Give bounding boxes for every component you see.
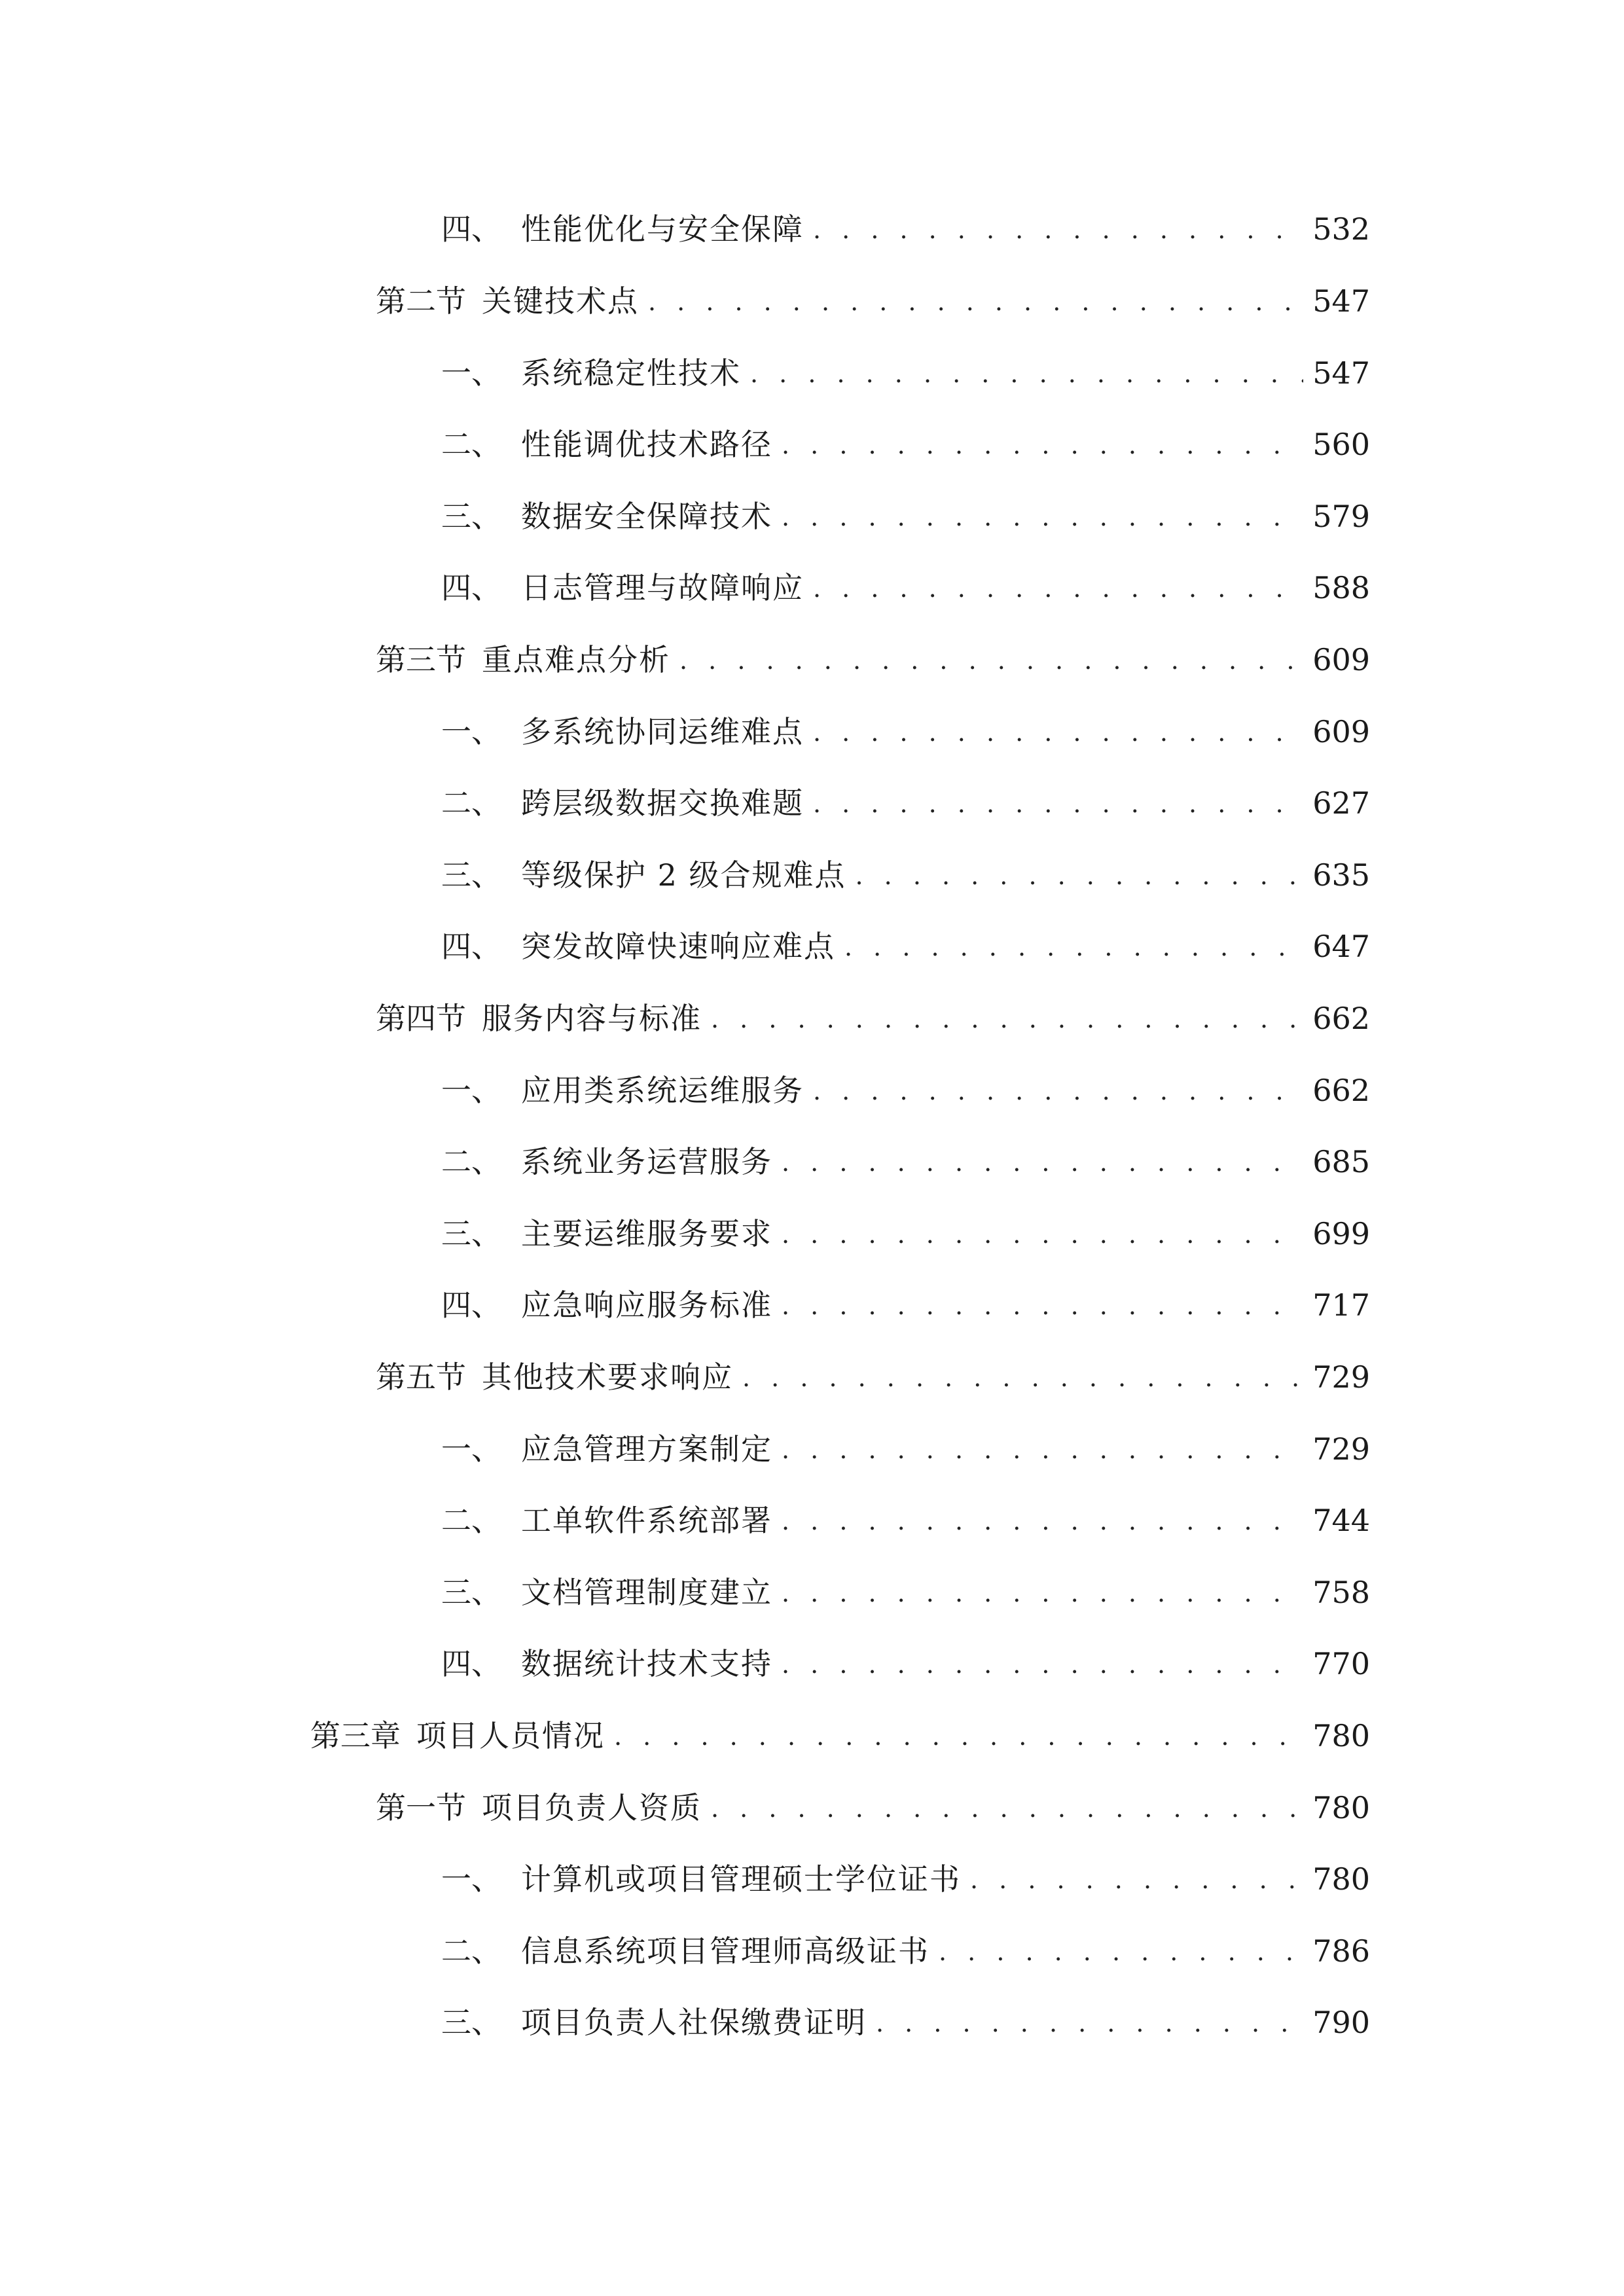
toc-entry-page: 786 bbox=[1312, 1933, 1370, 1969]
toc-entry-title: 计算机或项目管理硕士学位证书 bbox=[521, 1861, 961, 1897]
toc-entry[interactable] bbox=[441, 554, 1370, 606]
toc-entry-page: 685 bbox=[1312, 1143, 1370, 1179]
toc-entry-title: 项目人员情况 bbox=[416, 1717, 605, 1753]
toc-dot-leader bbox=[844, 930, 1303, 965]
toc-dot-leader bbox=[813, 787, 1303, 821]
toc-entry-number: 第一节 bbox=[376, 1789, 466, 1825]
toc-entry-title: 突发故障快速响应难点 bbox=[521, 928, 835, 964]
toc-entry-title: 跨层级数据交换难题 bbox=[521, 785, 804, 821]
toc-entry[interactable] bbox=[310, 1702, 1370, 1754]
toc-entry[interactable] bbox=[376, 267, 1370, 319]
toc-entry-title: 项目负责人资质 bbox=[482, 1789, 702, 1825]
toc-entry-title: 日志管理与故障响应 bbox=[521, 569, 804, 605]
toc-entry-page: 770 bbox=[1312, 1645, 1370, 1681]
toc-entry-number: 第二节 bbox=[376, 283, 466, 319]
toc-entry-page: 547 bbox=[1312, 283, 1370, 319]
toc-entry-page: 588 bbox=[1312, 569, 1370, 605]
toc-entry-title: 系统业务运营服务 bbox=[521, 1143, 772, 1179]
toc-dot-leader bbox=[813, 1074, 1303, 1109]
toc-entry[interactable] bbox=[441, 1630, 1370, 1682]
toc-dot-leader bbox=[614, 1719, 1303, 1754]
toc-entry-number: 四、 bbox=[441, 211, 501, 247]
toc-entry-page: 609 bbox=[1312, 641, 1370, 677]
toc-dot-leader bbox=[750, 357, 1303, 391]
toc-entry-page: 647 bbox=[1312, 928, 1370, 964]
toc-entry-page: 699 bbox=[1312, 1215, 1370, 1251]
toc-entry-title: 工单软件系统部署 bbox=[521, 1502, 772, 1538]
toc-entry-number: 第三节 bbox=[376, 641, 466, 677]
toc-entry-page: 790 bbox=[1312, 2004, 1370, 2040]
toc-entry-title: 关键技术点 bbox=[482, 283, 639, 319]
toc-entry[interactable] bbox=[441, 698, 1370, 750]
toc-dot-leader bbox=[813, 213, 1303, 247]
toc-entry-number: 一、 bbox=[441, 355, 501, 391]
toc-entry-page: 532 bbox=[1312, 211, 1370, 247]
toc-entry-title: 等级保护 2 级合规难点 bbox=[521, 857, 846, 893]
toc-dot-leader bbox=[970, 1863, 1303, 1897]
toc-entry-page: 780 bbox=[1312, 1861, 1370, 1897]
toc-dot-leader bbox=[782, 1145, 1303, 1180]
toc-entry[interactable] bbox=[441, 841, 1370, 893]
toc-entry-number: 二、 bbox=[441, 426, 501, 462]
toc-entry-number: 一、 bbox=[441, 1072, 501, 1108]
toc-dot-leader bbox=[813, 571, 1303, 606]
toc-dot-leader bbox=[782, 1289, 1303, 1323]
toc-entry[interactable] bbox=[441, 1917, 1370, 1969]
toc-entry-page: 662 bbox=[1312, 1072, 1370, 1108]
toc-entry[interactable] bbox=[441, 1486, 1370, 1539]
toc-entry-number: 二、 bbox=[441, 1502, 501, 1538]
toc-entry[interactable] bbox=[441, 769, 1370, 821]
toc-entry-page: 729 bbox=[1312, 1359, 1370, 1395]
toc-entry-title: 服务内容与标准 bbox=[482, 1000, 702, 1036]
toc-entry[interactable] bbox=[441, 339, 1370, 391]
toc-dot-leader bbox=[856, 859, 1304, 893]
toc-entry[interactable] bbox=[441, 1128, 1370, 1180]
toc-entry-title: 信息系统项目管理师高级证书 bbox=[521, 1933, 929, 1969]
toc-entry[interactable] bbox=[441, 1415, 1370, 1467]
toc-dot-leader bbox=[782, 1576, 1303, 1611]
toc-entry-number: 二、 bbox=[441, 1143, 501, 1179]
toc-entry-title: 应急管理方案制定 bbox=[521, 1431, 772, 1467]
toc-entry-title: 数据安全保障技术 bbox=[521, 498, 772, 534]
toc-entry[interactable] bbox=[441, 1558, 1370, 1611]
toc-dot-leader bbox=[782, 1504, 1303, 1539]
toc-entry[interactable] bbox=[441, 912, 1370, 965]
toc-entry[interactable] bbox=[376, 1774, 1370, 1826]
toc-entry-page: 579 bbox=[1312, 498, 1370, 534]
toc-entry-number: 四、 bbox=[441, 928, 501, 964]
toc-dot-leader bbox=[742, 1361, 1303, 1395]
toc-entry-title: 文档管理制度建立 bbox=[521, 1574, 772, 1610]
toc-entry-number: 三、 bbox=[441, 498, 501, 534]
toc-entry-number: 四、 bbox=[441, 569, 501, 605]
toc-entry-title: 性能调优技术路径 bbox=[521, 426, 772, 462]
toc-entry-page: 635 bbox=[1312, 857, 1370, 893]
toc-entry-number: 第三章 bbox=[310, 1717, 401, 1753]
toc-entry-page: 627 bbox=[1312, 785, 1370, 821]
toc-entry[interactable] bbox=[441, 195, 1370, 247]
toc-entry-title: 多系统协同运维难点 bbox=[521, 713, 804, 749]
toc-entry[interactable] bbox=[441, 1988, 1370, 2041]
toc-entry-page: 780 bbox=[1312, 1717, 1370, 1753]
toc-entry-title: 其他技术要求响应 bbox=[482, 1359, 733, 1395]
toc-dot-leader bbox=[782, 1647, 1303, 1682]
toc-entry-title: 项目负责人社保缴费证明 bbox=[521, 2004, 867, 2040]
toc-entry-page: 758 bbox=[1312, 1574, 1370, 1610]
toc-dot-leader bbox=[782, 1433, 1303, 1467]
toc-entry-number: 四、 bbox=[441, 1287, 501, 1323]
toc-dot-leader bbox=[648, 285, 1303, 319]
toc-entry[interactable] bbox=[441, 1271, 1370, 1323]
toc-entry[interactable] bbox=[441, 410, 1370, 463]
toc-entry-page: 547 bbox=[1312, 355, 1370, 391]
toc-dot-leader bbox=[876, 2006, 1303, 2041]
toc-entry-page: 662 bbox=[1312, 1000, 1370, 1036]
toc-entry-number: 第五节 bbox=[376, 1359, 466, 1395]
toc-entry-number: 二、 bbox=[441, 785, 501, 821]
toc-entry-title: 应用类系统运维服务 bbox=[521, 1072, 804, 1108]
toc-entry-title: 数据统计技术支持 bbox=[521, 1645, 772, 1681]
toc-dot-leader bbox=[813, 715, 1303, 750]
toc-entry-number: 一、 bbox=[441, 1431, 501, 1467]
toc-entry-page: 717 bbox=[1312, 1287, 1370, 1323]
toc-dot-leader bbox=[939, 1935, 1303, 1969]
toc-entry[interactable] bbox=[441, 1845, 1370, 1897]
toc-dot-leader bbox=[679, 643, 1303, 678]
toc-entry[interactable] bbox=[441, 1056, 1370, 1109]
toc-entry-title: 系统稳定性技术 bbox=[521, 355, 741, 391]
toc-entry-number: 一、 bbox=[441, 713, 501, 749]
toc-entry-page: 560 bbox=[1312, 426, 1370, 462]
toc-entry[interactable] bbox=[376, 1343, 1370, 1395]
toc-dot-leader bbox=[782, 500, 1303, 535]
toc-entry-title: 应急响应服务标准 bbox=[521, 1287, 772, 1323]
toc-entry-page: 729 bbox=[1312, 1431, 1370, 1467]
toc-entry[interactable] bbox=[441, 1200, 1370, 1252]
toc-entry-number: 三、 bbox=[441, 1574, 501, 1610]
toc-entry-number: 三、 bbox=[441, 857, 501, 893]
toc-dot-leader bbox=[711, 1002, 1303, 1037]
toc-entry-title: 性能优化与安全保障 bbox=[521, 211, 804, 247]
toc-entry-number: 一、 bbox=[441, 1861, 501, 1897]
toc-dot-leader bbox=[782, 428, 1303, 463]
toc-entry-page: 780 bbox=[1312, 1789, 1370, 1825]
toc-dot-leader bbox=[782, 1217, 1303, 1252]
toc-entry-number: 三、 bbox=[441, 2004, 501, 2040]
toc-entry-page: 744 bbox=[1312, 1502, 1370, 1538]
toc-entry-title: 主要运维服务要求 bbox=[521, 1215, 772, 1251]
toc-entry-number: 二、 bbox=[441, 1933, 501, 1969]
toc-entry[interactable] bbox=[376, 626, 1370, 678]
toc-entry-title: 重点难点分析 bbox=[482, 641, 670, 677]
toc-entry-number: 第四节 bbox=[376, 1000, 466, 1036]
toc-entry[interactable] bbox=[376, 984, 1370, 1037]
toc-dot-leader bbox=[711, 1791, 1303, 1826]
toc-entry-number: 三、 bbox=[441, 1215, 501, 1251]
toc-entry-number: 四、 bbox=[441, 1645, 501, 1681]
toc-entry-page: 609 bbox=[1312, 713, 1370, 749]
toc-entry[interactable] bbox=[441, 482, 1370, 535]
